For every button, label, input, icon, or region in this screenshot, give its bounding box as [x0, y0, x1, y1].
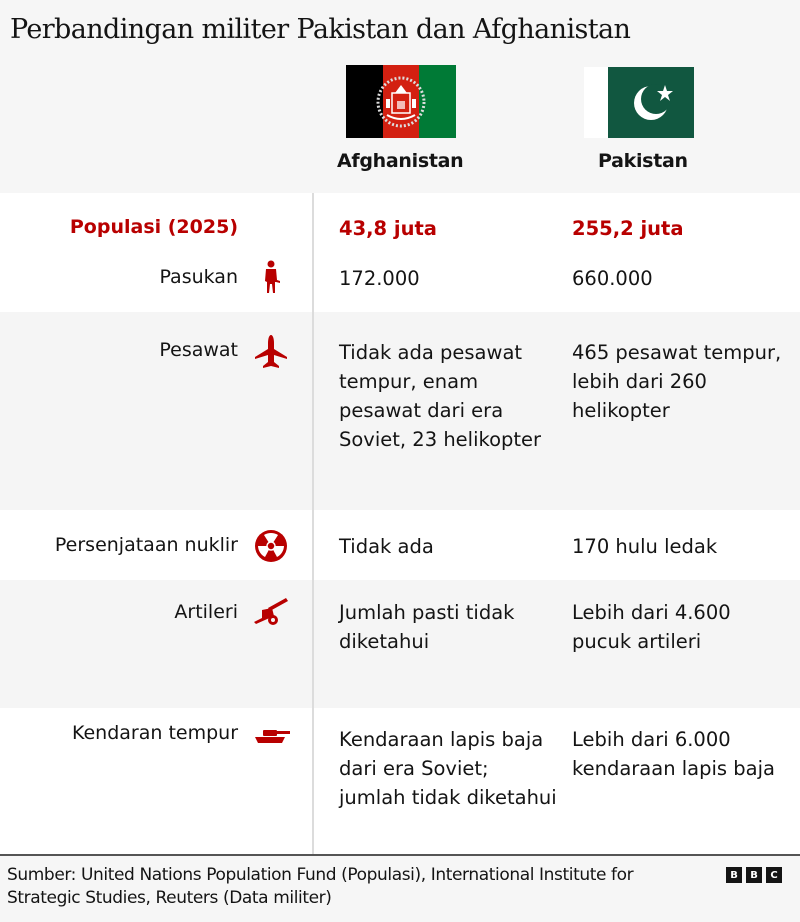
bbc-logo-letter: C: [766, 867, 782, 883]
afghanistan-population: 43,8 juta: [339, 217, 437, 240]
afghanistan-flag: [346, 65, 456, 138]
airplane-icon: [252, 335, 290, 369]
pakistan-nuclear: 170 hulu ledak: [572, 535, 718, 558]
pakistan-artillery: Lebih dari 4.600 pucuk artileri: [572, 601, 731, 653]
row-label-nuclear: Persenjataan nuklir: [54, 534, 238, 556]
row-label-artillery: Artileri: [174, 601, 238, 623]
afghanistan-nuclear: Tidak ada: [339, 535, 434, 558]
footer-divider: [0, 854, 800, 856]
afghanistan-emblem-icon: [375, 75, 427, 129]
bbc-logo: [726, 867, 782, 883]
pakistan-troops: 660.000: [572, 267, 653, 290]
afghanistan-troops: 172.000: [339, 267, 420, 290]
column-header-afghanistan: Afghanistan: [337, 150, 464, 172]
afghanistan-aircraft: Tidak ada pesawat tempur, enam pesawat dari era Soviet, 23 helikopter: [339, 341, 542, 451]
pakistan-aircraft: 465 pesawat tempur, lebih dari 260 helikopter: [572, 341, 782, 422]
chart-title: Perbandingan militer Pakistan dan Afghanistan: [10, 14, 631, 45]
row-population-troops: [0, 193, 800, 312]
artillery-icon: [252, 596, 290, 630]
afghanistan-artillery: Jumlah pasti tidak diketahui: [339, 601, 515, 653]
row-label-population: Populasi (2025): [69, 216, 238, 238]
row-label-troops: Pasukan: [159, 266, 238, 288]
soldier-icon: [252, 260, 290, 294]
radiation-icon: [252, 529, 290, 563]
row-label-aircraft: Pesawat: [159, 339, 238, 361]
row-label-combat-vehicles: Kendaran tempur: [71, 722, 238, 744]
afghanistan-combat-vehicles: Kendaraan lapis baja dari era Soviet; jumlah tidak diketahui: [339, 728, 557, 809]
column-divider: [312, 193, 314, 855]
pakistan-combat-vehicles: Lebih dari 6.000 kendaraan lapis baja: [572, 728, 775, 780]
bbc-logo-letter: B: [726, 867, 742, 883]
bbc-logo-letter: B: [746, 867, 762, 883]
column-header-pakistan: Pakistan: [598, 150, 688, 172]
tank-icon: [252, 718, 290, 752]
source-note: Sumber: United Nations Population Fund (Populasi), International Institute for Strategic Studies, Reuters (Data militer): [7, 865, 634, 908]
crescent-star-icon: [624, 77, 684, 127]
pakistan-flag: [584, 67, 694, 138]
pakistan-population: 255,2 juta: [572, 217, 684, 240]
